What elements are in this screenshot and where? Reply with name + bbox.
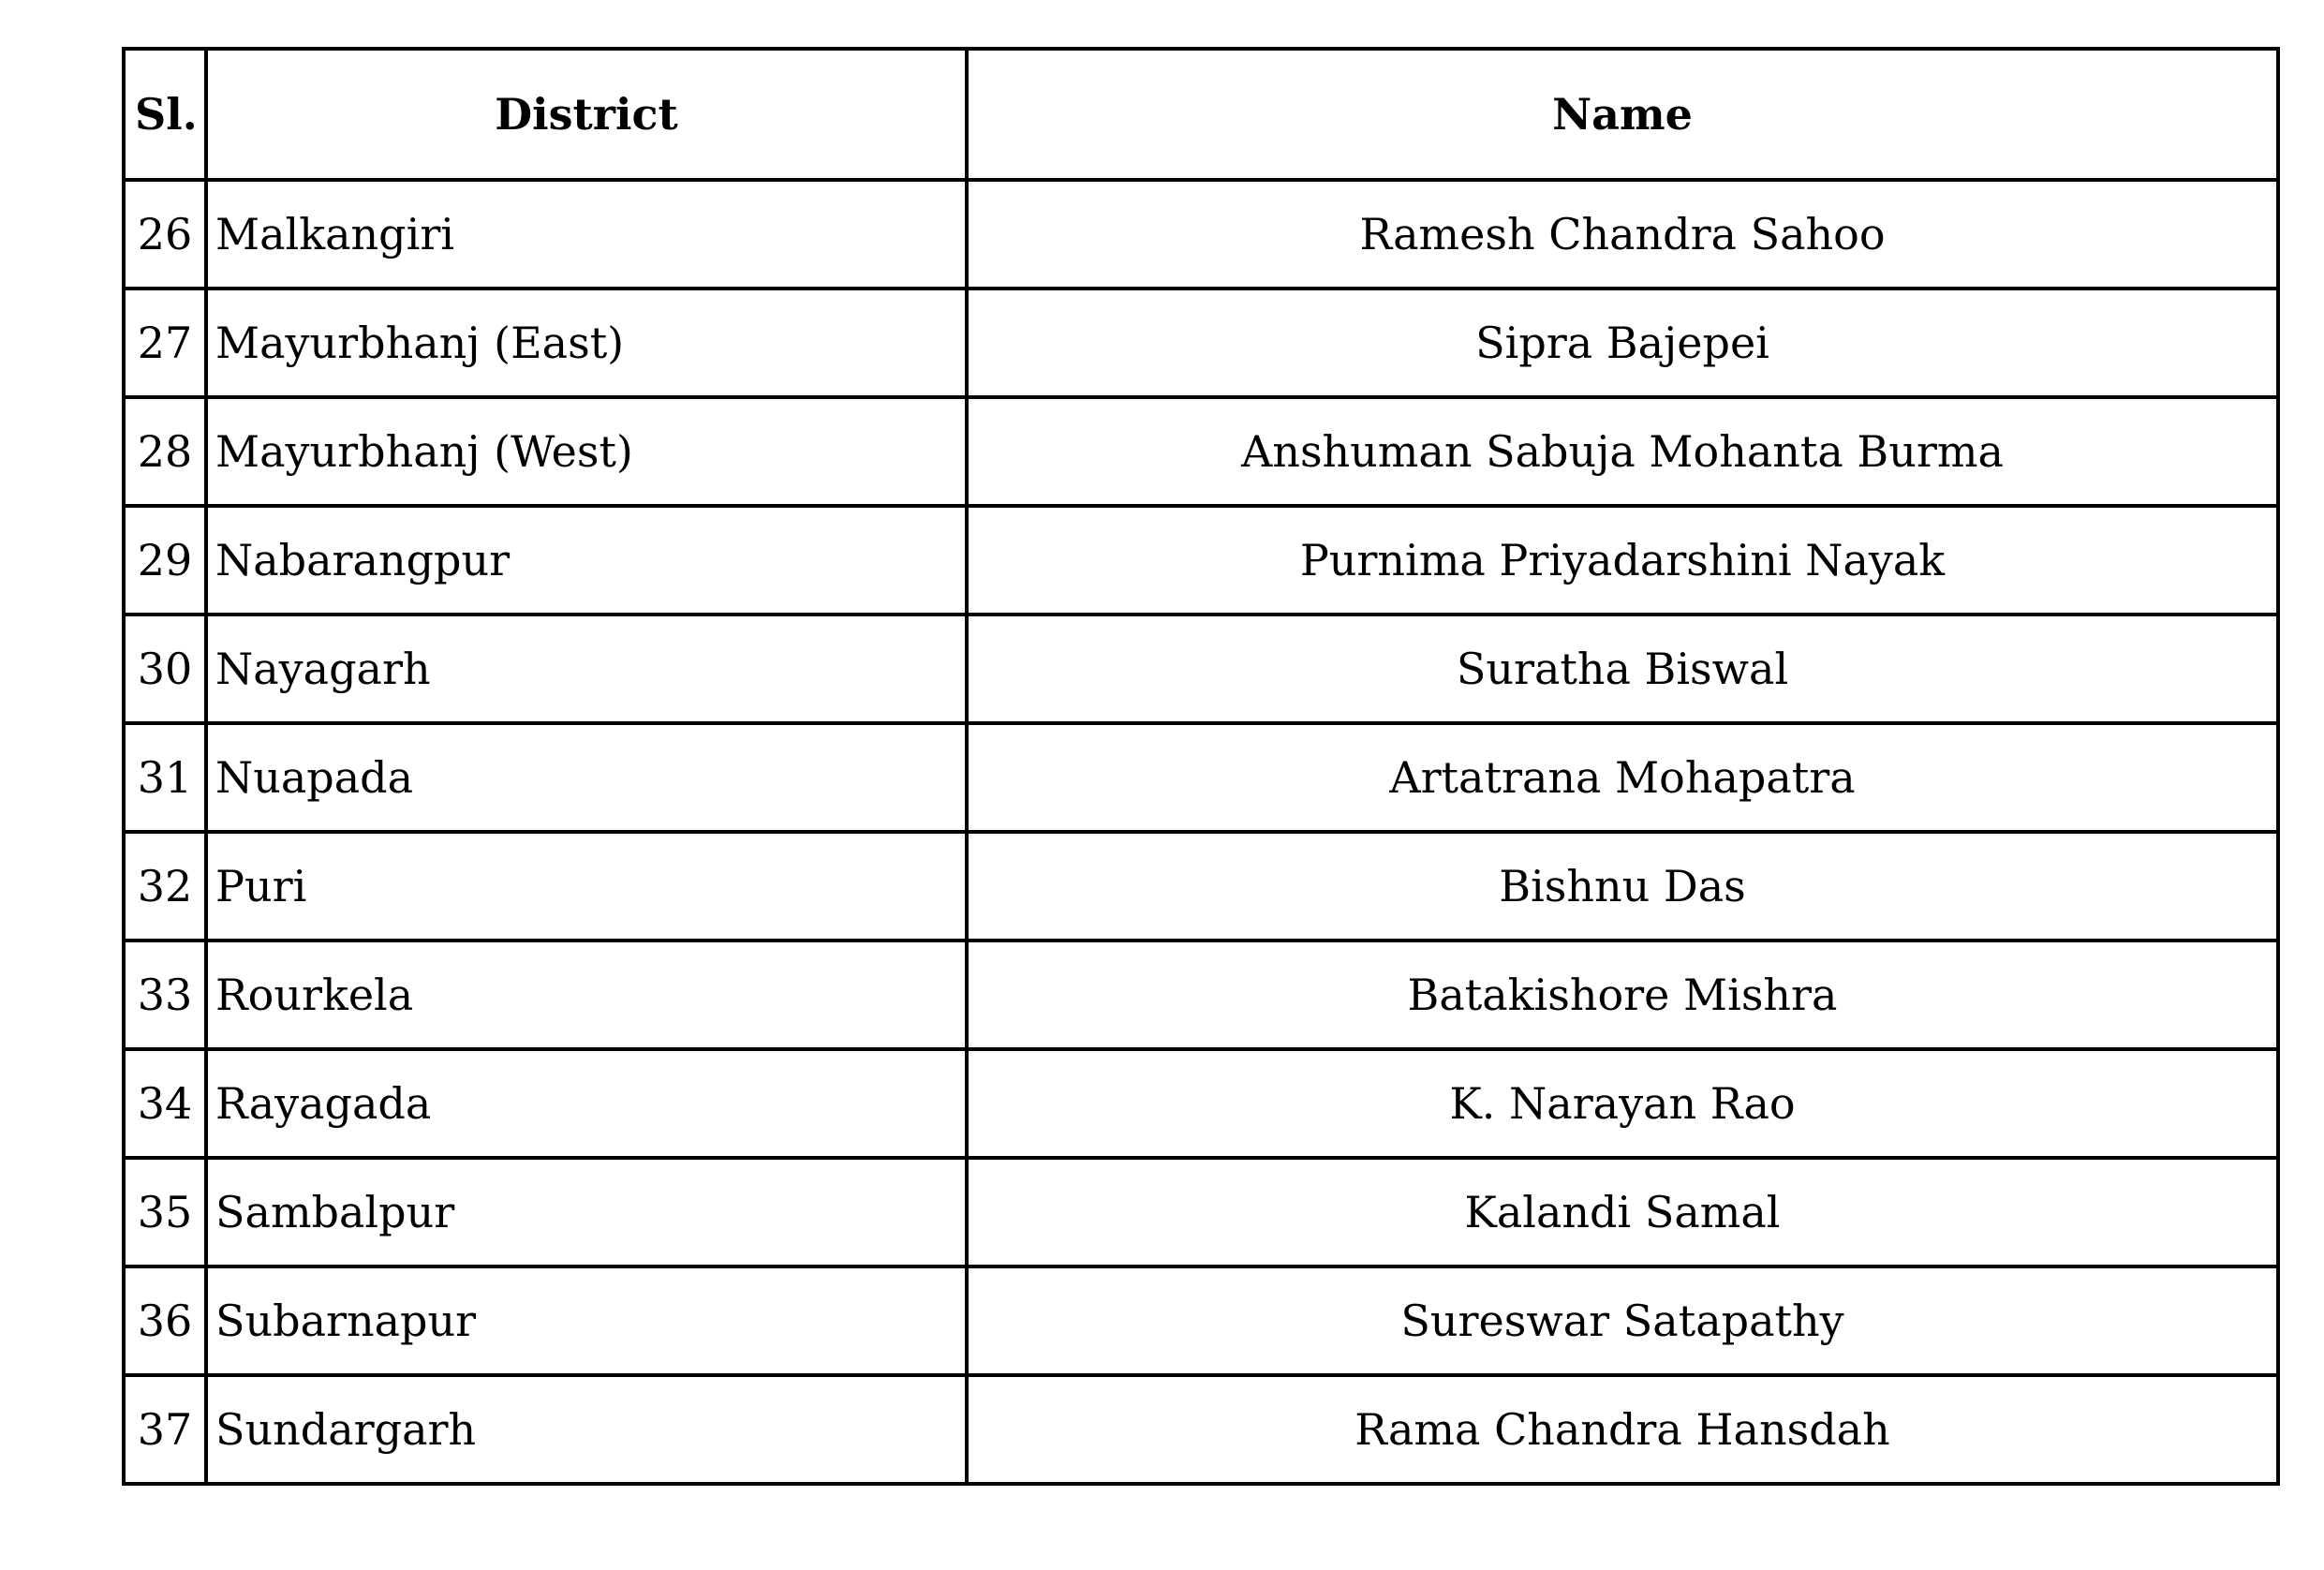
table-header [124, 49, 2278, 180]
name-cell: Sipra Bajepei [967, 289, 2278, 397]
name-cell: Suratha Biswal [967, 615, 2278, 723]
table-row [124, 1375, 2278, 1484]
header-sl: Sl. [124, 49, 206, 180]
table-row [124, 180, 2278, 289]
serial-number-cell: 27 [124, 289, 206, 397]
table-body [124, 180, 2278, 1484]
name-cell: Anshuman Sabuja Mohanta Burma [967, 397, 2278, 506]
serial-number-cell: 34 [124, 1049, 206, 1158]
name-cell: K. Narayan Rao [967, 1049, 2278, 1158]
district-cell: Puri [206, 832, 967, 941]
district-cell: Mayurbhanj (East) [206, 289, 967, 397]
serial-number-cell: 28 [124, 397, 206, 506]
serial-number-cell: 30 [124, 615, 206, 723]
serial-number-cell: 29 [124, 506, 206, 615]
table-row [124, 723, 2278, 832]
district-cell: Mayurbhanj (West) [206, 397, 967, 506]
table-row [124, 506, 2278, 615]
name-cell: Ramesh Chandra Sahoo [967, 180, 2278, 289]
name-cell: Sureswar Satapathy [967, 1266, 2278, 1375]
serial-number-cell: 33 [124, 941, 206, 1049]
district-cell: Nayagarh [206, 615, 967, 723]
district-table [122, 47, 2280, 1486]
name-cell: Bishnu Das [967, 832, 2278, 941]
serial-number-cell: 36 [124, 1266, 206, 1375]
table-row [124, 289, 2278, 397]
header-district: District [206, 49, 967, 180]
name-cell: Artatrana Mohapatra [967, 723, 2278, 832]
district-cell: Rayagada [206, 1049, 967, 1158]
serial-number-cell: 26 [124, 180, 206, 289]
serial-number-cell: 31 [124, 723, 206, 832]
table-row [124, 1158, 2278, 1266]
table-row [124, 615, 2278, 723]
district-cell: Subarnapur [206, 1266, 967, 1375]
table-row [124, 1266, 2278, 1375]
table-row [124, 941, 2278, 1049]
district-cell: Rourkela [206, 941, 967, 1049]
table-row [124, 832, 2278, 941]
district-cell: Malkangiri [206, 180, 967, 289]
name-cell: Batakishore Mishra [967, 941, 2278, 1049]
header-row [124, 49, 2278, 180]
name-cell: Purnima Priyadarshini Nayak [967, 506, 2278, 615]
header-name: Name [967, 49, 2278, 180]
district-cell: Nabarangpur [206, 506, 967, 615]
table-row [124, 397, 2278, 506]
serial-number-cell: 35 [124, 1158, 206, 1266]
district-cell: Sundargarh [206, 1375, 967, 1484]
name-cell: Kalandi Samal [967, 1158, 2278, 1266]
table-row [124, 1049, 2278, 1158]
serial-number-cell: 32 [124, 832, 206, 941]
district-cell: Sambalpur [206, 1158, 967, 1266]
name-cell: Rama Chandra Hansdah [967, 1375, 2278, 1484]
district-cell: Nuapada [206, 723, 967, 832]
serial-number-cell: 37 [124, 1375, 206, 1484]
